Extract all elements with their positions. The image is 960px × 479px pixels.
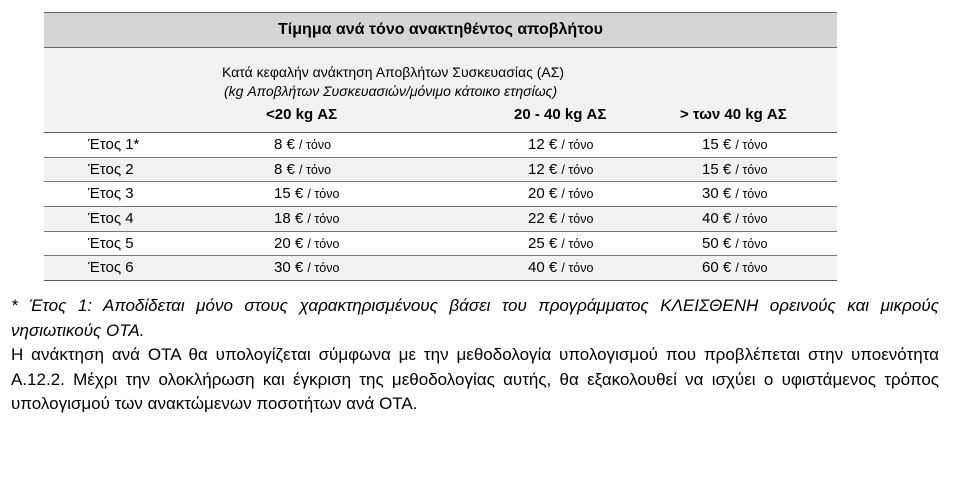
column-header-high: > των 40 kg ΑΣ (680, 106, 787, 123)
price-cell-high: 60 € / τόνο (702, 259, 768, 277)
year-cell: Έτος 6 (88, 259, 134, 277)
price-cell-mid: 22 € / τόνο (528, 210, 594, 228)
price-cell-mid: 20 € / τόνο (528, 185, 594, 203)
header-subtitle-note: (kg Αποβλήτων Συσκευασιών/μόνιμο κάτοικο ετησίως) (224, 83, 558, 99)
year-cell: Έτος 4 (88, 210, 134, 228)
price-cell-high: 15 € / τόνο (702, 160, 768, 178)
table-body (44, 133, 837, 281)
price-table (44, 12, 837, 281)
price-cell-low: 18 € / τόνο (274, 210, 340, 228)
methodology-paragraph: Η ανάκτηση ανά ΟΤΑ θα υπολογίζεται σύμφωνα με την μεθοδολογία υπολογισμού που προβλέπεται στην υποενότητα Α.12.2. Μέχρι την ολοκλήρωση και έγκριση της μεθοδολογίας αυτής, θα εξακολουθεί να ισχύει ο υφιστάμενος τρόπος υπολογισμού των ανακτώμενων ποσοτήτων ανά ΟΤΑ. (11, 345, 939, 413)
table-row (44, 207, 837, 232)
price-cell-low: 30 € / τόνο (274, 259, 340, 277)
table-row (44, 182, 837, 207)
column-header-mid: 20 - 40 kg ΑΣ (514, 106, 607, 123)
table-row (44, 232, 837, 257)
price-cell-mid: 12 € / τόνο (528, 136, 594, 153)
table-row (44, 256, 837, 281)
price-cell-low: 15 € / τόνο (274, 185, 340, 203)
notes-block (11, 294, 939, 417)
price-cell-mid: 25 € / τόνο (528, 234, 594, 252)
price-cell-low: 8 € / τόνο (274, 136, 332, 153)
price-cell-high: 40 € / τόνο (702, 210, 768, 228)
table-row (44, 158, 837, 183)
price-cell-high: 15 € / τόνο (702, 136, 768, 153)
column-header-low: <20 kg ΑΣ (266, 106, 338, 123)
price-cell-low: 20 € / τόνο (274, 234, 340, 252)
table-header (44, 48, 837, 133)
header-subtitle: Κατά κεφαλήν ανάκτηση Αποβλήτων Συσκευασίας (ΑΣ) (222, 64, 565, 80)
year-cell: Έτος 2 (88, 160, 134, 178)
footnote: * Έτος 1: Αποδίδεται μόνο στους χαρακτηρισμένους βάσει του προγράμματος ΚΛΕΙΣΘΕΝΗ ορεινούς και μικρούς νησιωτικούς ΟΤΑ. (11, 296, 939, 340)
year-cell: Έτος 5 (88, 234, 134, 252)
year-cell: Έτος 3 (88, 185, 134, 203)
price-cell-high: 30 € / τόνο (702, 185, 768, 203)
table-title: Τίμημα ανά τόνο ανακτηθέντος αποβλήτου (44, 12, 837, 48)
price-cell-mid: 12 € / τόνο (528, 160, 594, 178)
table-row (44, 133, 837, 158)
price-cell-mid: 40 € / τόνο (528, 259, 594, 277)
year-cell: Έτος 1* (88, 136, 140, 153)
price-cell-high: 50 € / τόνο (702, 234, 768, 252)
price-cell-low: 8 € / τόνο (274, 160, 332, 178)
